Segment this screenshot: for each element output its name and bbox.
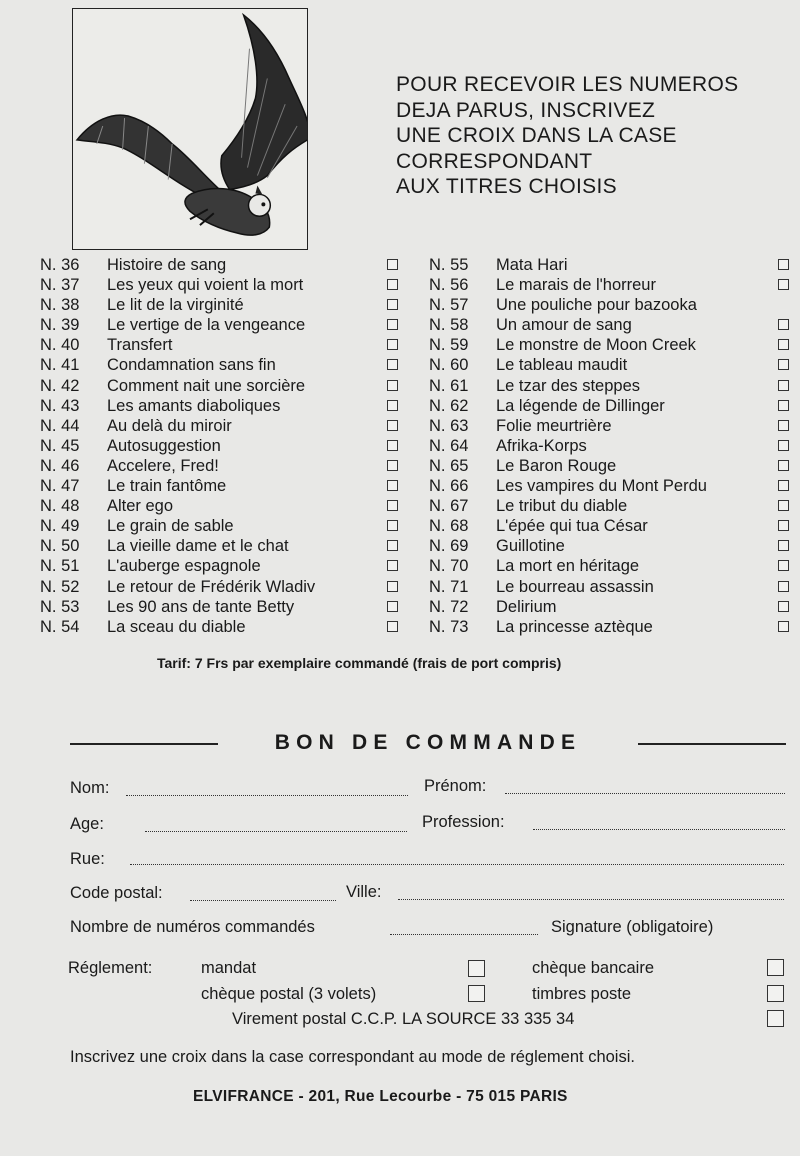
cheque-bancaire-label: chèque bancaire: [532, 959, 655, 977]
issue-number: N. 72: [429, 597, 469, 616]
issue-checkbox[interactable]: [778, 621, 789, 632]
issue-list-left: [40, 255, 398, 637]
mandat-label: mandat: [201, 959, 257, 977]
issue-checkbox[interactable]: [387, 359, 398, 370]
cheque-bancaire-checkbox[interactable]: [767, 959, 784, 976]
issue-title: L'auberge espagnole: [107, 557, 261, 576]
issue-title: Le bourreau assassin: [496, 577, 654, 596]
issue-checkbox[interactable]: [387, 259, 398, 270]
issue-row: [429, 396, 789, 416]
header-instructions: POUR RECEVOIR LES NUMEROS DEJA PARUS, INSCRIVEZ UNE CROIX DANS LA CASE CORRESPONDANT AUX TITRES CHOISIS: [396, 73, 739, 198]
issue-row: [40, 255, 398, 275]
issue-checkbox[interactable]: [778, 460, 789, 471]
issue-title: Le marais de l'horreur: [496, 276, 656, 295]
issue-checkbox[interactable]: [387, 581, 398, 592]
issue-row: [40, 335, 398, 355]
issue-checkbox[interactable]: [778, 380, 789, 391]
issue-checkbox[interactable]: [387, 560, 398, 571]
timbres-checkbox[interactable]: [767, 985, 784, 1002]
issue-title: Le train fantôme: [107, 477, 227, 496]
rue-field[interactable]: [130, 864, 784, 865]
profession-field[interactable]: [533, 829, 785, 830]
issue-row: [40, 315, 398, 335]
issue-checkbox[interactable]: [387, 540, 398, 551]
issue-checkbox[interactable]: [387, 621, 398, 632]
issue-number: N. 66: [429, 477, 469, 496]
issue-checkbox[interactable]: [778, 359, 789, 370]
issue-number: N. 44: [40, 416, 80, 435]
issue-number: N. 47: [40, 477, 80, 496]
issue-row: [40, 275, 398, 295]
issue-row: [429, 556, 789, 576]
issue-title: Les vampires du Mont Perdu: [496, 477, 707, 496]
issue-title: Mata Hari: [496, 256, 568, 274]
issue-row: [40, 617, 398, 637]
issue-row: [40, 416, 398, 436]
issue-title: Alter ego: [107, 497, 174, 516]
nombre-label: Nombre de numéros commandés: [70, 918, 315, 936]
issue-checkbox[interactable]: [387, 460, 398, 471]
issue-title: Le tribut du diable: [496, 497, 628, 516]
issue-row: [40, 577, 398, 597]
issue-title: Une pouliche pour bazooka: [496, 296, 697, 315]
title-rule-left: [70, 743, 218, 745]
issue-number: N. 60: [429, 356, 469, 375]
code-postal-label: Code postal:: [70, 884, 163, 902]
issue-checkbox[interactable]: [387, 480, 398, 491]
issue-number: N. 69: [429, 537, 469, 556]
publisher-address: ELVIFRANCE - 201, Rue Lecourbe - 75 015 PARIS: [193, 1088, 568, 1105]
issue-title: Afrika-Korps: [496, 436, 587, 455]
issue-number: N. 43: [40, 396, 80, 415]
issue-row: [429, 335, 789, 355]
issue-checkbox[interactable]: [387, 520, 398, 531]
issue-title: Le lit de la virginité: [107, 296, 244, 315]
issue-number: N. 49: [40, 517, 80, 536]
order-form-title: BON DE COMMANDE: [274, 731, 582, 754]
issue-row: [40, 496, 398, 516]
issue-row: [429, 577, 789, 597]
issue-checkbox[interactable]: [387, 500, 398, 511]
issue-title: Un amour de sang: [496, 316, 632, 335]
reglement-label: Réglement:: [68, 959, 153, 977]
issue-number: N. 54: [40, 617, 80, 636]
issue-number: N. 57: [429, 296, 469, 315]
prenom-label: Prénom:: [424, 777, 487, 795]
issue-number: N. 64: [429, 436, 469, 455]
payment-note: Inscrivez une croix dans la case correspondant au mode de réglement choisi.: [70, 1048, 635, 1066]
profession-label: Profession:: [422, 813, 505, 831]
issue-title: Le tableau maudit: [496, 356, 628, 375]
issue-checkbox[interactable]: [387, 279, 398, 290]
issue-checkbox[interactable]: [778, 601, 789, 612]
issue-checkbox[interactable]: [387, 400, 398, 411]
issue-title: Comment nait une sorcière: [107, 376, 306, 395]
issue-row: [429, 617, 789, 637]
issue-number: N. 39: [40, 316, 80, 335]
title-rule-right: [638, 743, 786, 745]
issue-list-right: [429, 255, 789, 637]
issue-title: La vieille dame et le chat: [107, 537, 289, 556]
issue-number: N. 51: [40, 557, 80, 576]
issue-checkbox[interactable]: [778, 560, 789, 571]
issue-title: Accelere, Fred!: [107, 456, 219, 475]
issue-number: N. 71: [429, 577, 469, 596]
issue-title: Au delà du miroir: [107, 416, 232, 435]
issue-number: N. 63: [429, 416, 469, 435]
issue-title: La princesse aztèque: [496, 617, 653, 636]
age-field[interactable]: [145, 831, 407, 832]
issue-row: [429, 416, 789, 436]
issue-row: [429, 436, 789, 456]
age-label: Age:: [70, 815, 104, 833]
issue-title: Les amants diaboliques: [107, 396, 281, 415]
issue-number: N. 40: [40, 336, 80, 355]
issue-row: [40, 536, 398, 556]
issue-number: N. 68: [429, 517, 469, 536]
issue-row: [40, 516, 398, 536]
issue-number: N. 36: [40, 256, 80, 274]
issue-title: La sceau du diable: [107, 617, 246, 636]
issue-number: N. 48: [40, 497, 80, 516]
issue-number: N. 53: [40, 597, 80, 616]
issue-row: [429, 597, 789, 617]
issue-title: Le Baron Rouge: [496, 456, 617, 475]
issue-row: [40, 376, 398, 396]
issue-title: Delirium: [496, 597, 557, 616]
issue-title: Folie meurtrière: [496, 416, 612, 435]
issue-row: [40, 556, 398, 576]
issue-row: [429, 275, 789, 295]
virement-checkbox[interactable]: [767, 1010, 784, 1027]
cheque-postal-label: chèque postal (3 volets): [201, 985, 377, 1003]
issue-number: N. 67: [429, 497, 469, 516]
issue-title: Histoire de sang: [107, 256, 227, 274]
issue-row: [40, 436, 398, 456]
issue-checkbox[interactable]: [387, 339, 398, 350]
issue-checkbox[interactable]: [778, 400, 789, 411]
issue-title: Transfert: [107, 336, 173, 355]
issue-checkbox[interactable]: [387, 380, 398, 391]
issue-title: Le vertige de la vengeance: [107, 316, 306, 335]
issue-title: Guillotine: [496, 537, 565, 556]
issue-checkbox[interactable]: [778, 420, 789, 431]
issue-row: [429, 255, 789, 275]
issue-number: N. 62: [429, 396, 469, 415]
nombre-field[interactable]: [390, 934, 538, 935]
issue-title: La légende de Dillinger: [496, 396, 665, 415]
issue-number: N. 41: [40, 356, 80, 375]
issue-row: [40, 597, 398, 617]
issue-title: La mort en héritage: [496, 557, 640, 576]
issue-number: N. 59: [429, 336, 469, 355]
issue-row: [429, 376, 789, 396]
issue-row: [429, 355, 789, 375]
issue-checkbox[interactable]: [387, 440, 398, 451]
issue-checkbox[interactable]: [778, 259, 789, 270]
cheque-postal-checkbox[interactable]: [468, 985, 485, 1002]
issue-row: [40, 295, 398, 315]
rue-label: Rue:: [70, 850, 105, 868]
issue-title: Le monstre de Moon Creek: [496, 336, 696, 355]
issue-row: [40, 396, 398, 416]
issue-checkbox[interactable]: [778, 500, 789, 511]
issue-checkbox[interactable]: [778, 279, 789, 290]
mandat-checkbox[interactable]: [468, 960, 485, 977]
issue-title: Le retour de Frédérik Wladiv: [107, 577, 316, 596]
timbres-label: timbres poste: [532, 985, 632, 1003]
issue-number: N. 61: [429, 376, 469, 395]
issue-checkbox[interactable]: [778, 520, 789, 531]
issue-row: [429, 315, 789, 335]
issue-number: N. 52: [40, 577, 80, 596]
issue-checkbox[interactable]: [778, 339, 789, 350]
issue-title: Le grain de sable: [107, 517, 234, 536]
issue-number: N. 50: [40, 537, 80, 556]
issue-number: N. 73: [429, 617, 469, 636]
issue-number: N. 70: [429, 557, 469, 576]
nom-field[interactable]: [126, 795, 408, 796]
issue-number: N. 45: [40, 436, 80, 455]
ville-field[interactable]: [398, 899, 784, 900]
issue-checkbox[interactable]: [778, 581, 789, 592]
issue-number: N. 42: [40, 376, 80, 395]
issue-row: [40, 476, 398, 496]
issue-title: Autosuggestion: [107, 436, 221, 455]
issue-checkbox[interactable]: [778, 440, 789, 451]
issue-number: N. 38: [40, 296, 80, 315]
issue-title: Les 90 ans de tante Betty: [107, 597, 295, 616]
issue-number: N. 37: [40, 276, 80, 295]
issue-title: Les yeux qui voient la mort: [107, 276, 304, 295]
issue-row: [40, 355, 398, 375]
issue-checkbox[interactable]: [387, 299, 398, 310]
issue-title: Le tzar des steppes: [496, 376, 641, 395]
issue-checkbox[interactable]: [387, 601, 398, 612]
issue-checkbox[interactable]: [387, 420, 398, 431]
issue-number: N. 55: [429, 256, 469, 274]
issue-number: N. 56: [429, 276, 469, 295]
virement-label: Virement postal C.C.P. LA SOURCE 33 335 34: [232, 1010, 575, 1028]
code-postal-field[interactable]: [190, 900, 336, 901]
issue-row: [429, 536, 789, 556]
prenom-field[interactable]: [505, 793, 785, 794]
issue-row: [40, 456, 398, 476]
ville-label: Ville:: [346, 883, 382, 901]
issue-number: N. 58: [429, 316, 469, 335]
issue-checkbox[interactable]: [778, 319, 789, 330]
signature-label: Signature (obligatoire): [551, 918, 714, 936]
issue-row: [429, 516, 789, 536]
issue-row: [429, 476, 789, 496]
tarif-text: Tarif: 7 Frs par exemplaire commandé (frais de port compris): [157, 655, 562, 671]
issue-row: [429, 295, 789, 315]
issue-number: N. 46: [40, 456, 80, 475]
issue-checkbox[interactable]: [387, 319, 398, 330]
issue-row: [429, 496, 789, 516]
bat-icon: [73, 9, 307, 249]
bat-illustration: [72, 8, 308, 250]
issue-number: N. 65: [429, 456, 469, 475]
issue-checkbox[interactable]: [778, 540, 789, 551]
nom-label: Nom:: [70, 779, 110, 797]
issue-title: Condamnation sans fin: [107, 356, 276, 375]
issue-title: L'épée qui tua César: [496, 517, 648, 536]
issue-checkbox[interactable]: [778, 480, 789, 491]
issue-row: [429, 456, 789, 476]
